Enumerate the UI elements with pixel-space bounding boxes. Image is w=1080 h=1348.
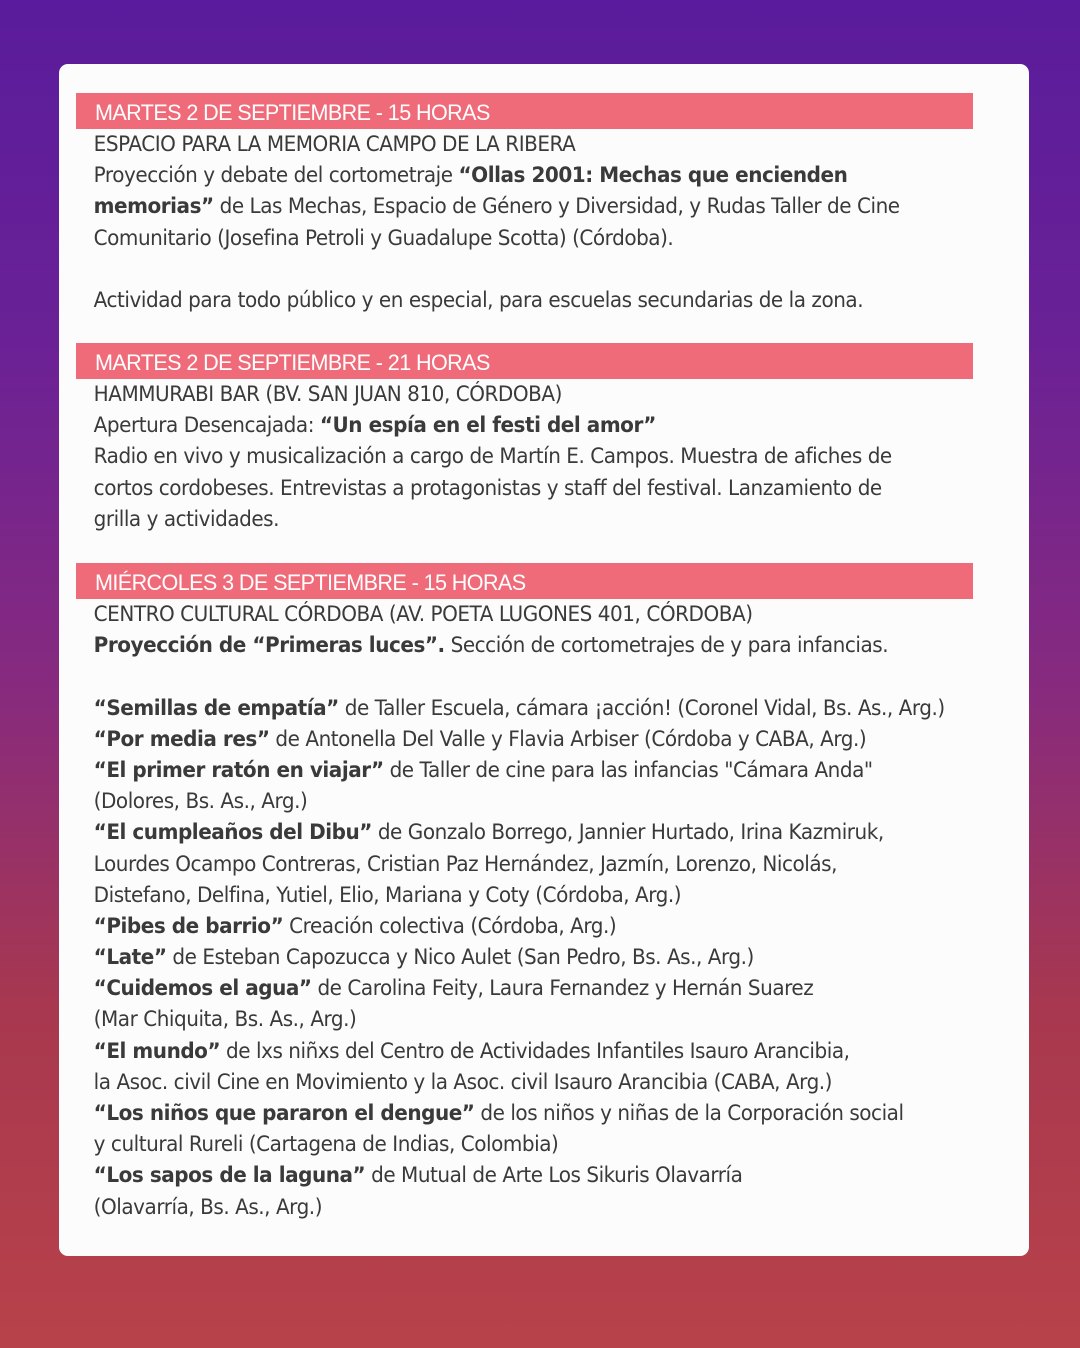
text-line (94, 724, 963, 755)
text-segment: Apertura Desencajada: (93, 413, 320, 439)
text-segment: (Olavarría, Bs. As., Arg.) (93, 1194, 323, 1220)
film-title: “Cuidemos el agua” (93, 976, 312, 1002)
text-line (94, 160, 963, 191)
blank-line (94, 254, 963, 285)
event-venue: ESPACIO PARA LA MEMORIA CAMPO DE LA RIBERA (93, 132, 576, 157)
text-segment: Proyección y debate del cortometraje (93, 163, 459, 189)
film-title: “Por media res” (93, 726, 270, 752)
text-segment: de Esteban Capozucca y Nico Aulet (San Pedro, Bs. As., Arg.) (166, 945, 754, 971)
text-line (94, 191, 963, 222)
film-title: “El cumpleaños del Dibu” (93, 820, 372, 846)
text-segment: Sección de cortometrajes de y para infancias. (444, 633, 889, 659)
event-header: MARTES 2 DE SEPTIEMBRE - 15 HORAS (95, 100, 490, 125)
text-line (94, 973, 963, 1004)
blank-line (94, 661, 963, 692)
text-segment: de Taller de cine para las infancias "Cámara Anda" (383, 757, 873, 783)
text-segment: Creación colectiva (Córdoba, Arg.) (283, 913, 617, 939)
text-line (94, 942, 963, 973)
text-segment: de los niños y niñas de la Corporación social (474, 1101, 904, 1126)
text-segment: grilla y actividades. (93, 506, 280, 532)
film-title: “Late” (93, 945, 167, 971)
text-segment: cortos cordobeses. Entrevistas a protagonistas y staff del festival. Lanzamiento de (93, 475, 882, 501)
text-line (94, 473, 963, 504)
text-segment: de Carolina Feity, Laura Fernandez y Hernán Suarez (311, 976, 814, 1002)
text-segment: (Dolores, Bs. As., Arg.) (93, 789, 308, 815)
text-line (94, 441, 963, 472)
event-venue: CENTRO CULTURAL CÓRDOBA (AV. POETA LUGONES 401, CÓRDOBA) (93, 602, 753, 627)
text-line (94, 1067, 963, 1098)
film-title: “Los sapos de la laguna” (93, 1163, 366, 1189)
event-header-band (76, 93, 973, 129)
text-segment: de Antonella Del Valle y Flavia Arbiser (Córdoba y CABA, Arg.) (269, 726, 867, 752)
text-line (94, 911, 963, 942)
text-line (94, 1129, 963, 1160)
event-venue: HAMMURABI BAR (BV. SAN JUAN 810, CÓRDOBA) (93, 382, 562, 407)
text-line (94, 693, 963, 724)
text-line (94, 1160, 963, 1191)
event-body (76, 129, 962, 316)
text-line (94, 1192, 963, 1223)
text-line (94, 755, 963, 786)
text-segment: de lxs niñxs del Centro de Actividades Infantiles Isauro Arancibia, (220, 1038, 850, 1064)
text-segment: Distefano, Delfina, Yutiel, Elio, Mariana y Coty (Córdoba, Arg.) (93, 882, 682, 908)
event-header: MIÉRCOLES 3 DE SEPTIEMBRE - 15 HORAS (95, 570, 526, 595)
event-section-3 (76, 563, 1029, 1223)
film-title: “Un espía en el festi del amor” (319, 413, 656, 439)
text-segment: de Gonzalo Borrego, Jannier Hurtado, Irina Kazmiruk, (371, 820, 884, 846)
event-header-band (76, 343, 973, 379)
text-segment: (Mar Chiquita, Bs. As., Arg.) (93, 1007, 357, 1033)
event-section-1 (76, 93, 1029, 316)
text-line (94, 817, 963, 848)
text-line (94, 1098, 963, 1129)
film-title: Proyección de “Primeras luces”. (93, 633, 445, 659)
text-segment: Actividad para todo público y en especial, para escuelas secundarias de la zona. (93, 287, 864, 313)
text-segment: de Las Mechas, Espacio de Género y Diversidad, y Rudas Taller de Cine (213, 194, 900, 220)
schedule-card (59, 64, 1029, 1256)
text-segment: Comunitario (Josefina Petroli y Guadalupe Scotta) (Córdoba). (93, 225, 674, 251)
event-header: MARTES 2 DE SEPTIEMBRE - 21 HORAS (95, 350, 490, 375)
text-line (94, 504, 963, 535)
film-title: “El mundo” (93, 1038, 221, 1064)
text-line (94, 849, 963, 880)
text-line (94, 285, 963, 316)
text-segment: Radio en vivo y musicalización a cargo de Martín E. Campos. Muestra de afiches de (93, 444, 892, 470)
text-line (94, 1036, 963, 1067)
text-segment: y cultural Rureli (Cartagena de Indias, Colombia) (93, 1132, 559, 1158)
film-title: memorias” (93, 194, 214, 220)
text-line (94, 880, 963, 911)
film-title: “El primer ratón en viajar” (93, 757, 384, 783)
event-description (94, 160, 963, 316)
film-title: “Ollas 2001: Mechas que encienden (458, 163, 848, 189)
event-header-band (76, 563, 973, 599)
film-title: “Los niños que pararon el dengue” (93, 1101, 475, 1126)
event-description (94, 410, 963, 535)
text-segment: de Taller Escuela, cámara ¡acción! (Coronel Vidal, Bs. As., Arg.) (338, 695, 945, 721)
event-body (76, 599, 962, 1223)
text-segment: la Asoc. civil Cine en Movimiento y la Asoc. civil Isauro Arancibia (CABA, Arg.) (93, 1069, 833, 1095)
event-section-2 (76, 343, 1029, 535)
text-line (94, 223, 963, 254)
event-body (76, 379, 962, 535)
text-segment: Lourdes Ocampo Contreras, Cristian Paz Hernández, Jazmín, Lorenzo, Nicolás, (93, 851, 837, 877)
text-line (94, 630, 963, 661)
text-line (94, 410, 963, 441)
text-line (94, 786, 963, 817)
text-segment: de Mutual de Arte Los Sikuris Olavarría (365, 1163, 743, 1189)
text-line (94, 1004, 963, 1035)
film-title: “Pibes de barrio” (93, 913, 284, 939)
event-description (94, 630, 963, 1223)
film-title: “Semillas de empatía” (93, 695, 339, 721)
